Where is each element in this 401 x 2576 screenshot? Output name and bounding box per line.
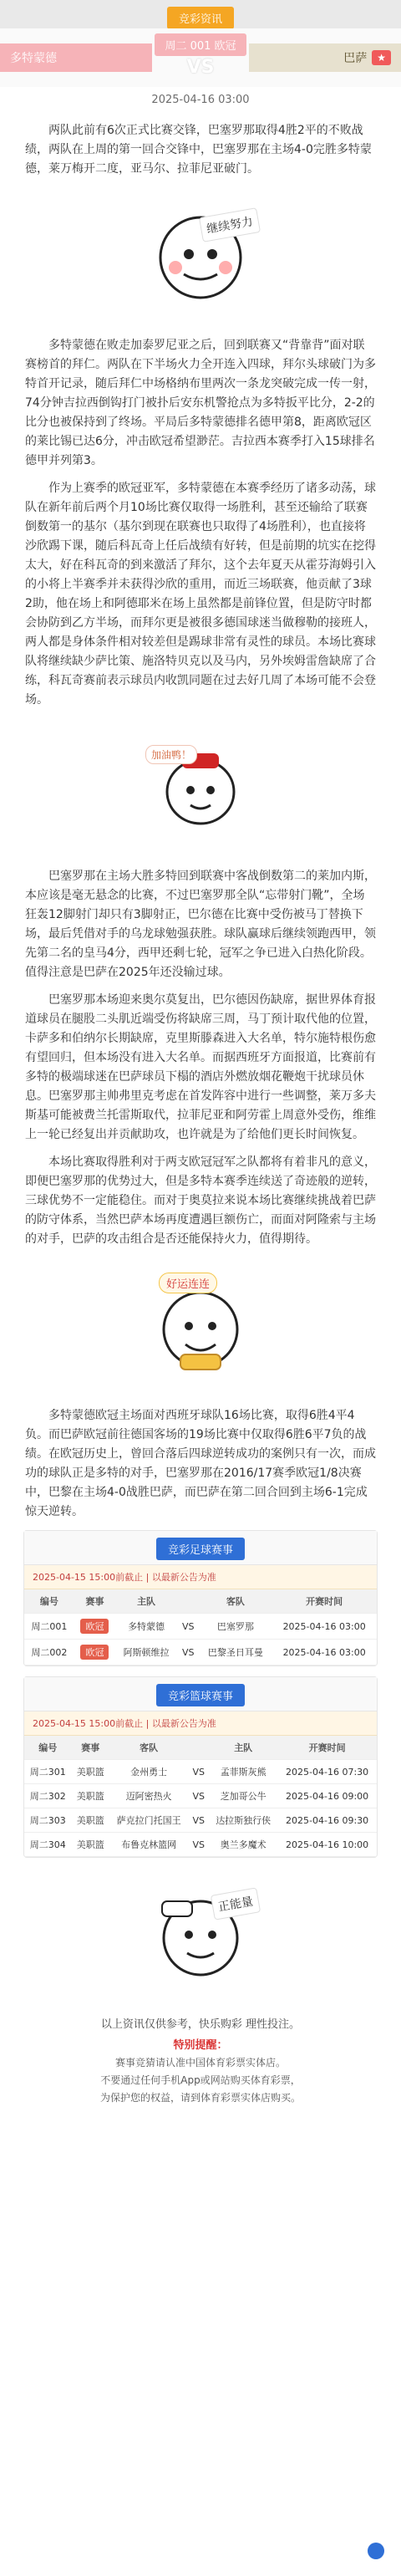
cell-league <box>74 1614 115 1640</box>
right-team-label: 巴萨 <box>343 52 368 65</box>
sign-1: 继续努力 <box>199 207 261 242</box>
footer-line-3: 为保护您的权益，请到体育彩票实体店购买。 <box>99 2092 301 2104</box>
paragraph-3: 作为上赛季的欧冠亚军，多特蒙德在本赛季经历了诸多动荡，球队在新年前后两个月10场比赛仅取得一场胜利，甚至还输给了联赛倒数第一的基尔（基尔到现在联赛也只取得了4场胜利），也直接将沙欣踢下课，随后科瓦奇上任后战绩有好转，但是前期的坑实在挖得太大，好在科瓦奇的到来激活了拜尔，这个去年夏天从霍芬海姆引入的小将上半赛季并未获得沙欣的重用，而近三场联赛，他贡献了3球2助，他在场上和阿德耶米在场上虽然都是前锋位置，但是防守时都会协防到乙方半场，而拜尔更是被很多德国球迷当做穆勒的接班人，两人都是身体条件相对较差但是踢球非常有灵性的球员。本场比赛球队将继续缺少萨比策、施洛特贝克以及马内，另外埃姆雷詹缺席了合练，科瓦奇赛前表示球员内收凯同题在过去好几周了本场可能不会登场。 <box>25 482 376 706</box>
col-league: 赛事 <box>74 1589 115 1614</box>
basketball-table <box>24 1736 377 1857</box>
cell-vs: VS <box>188 1784 209 1808</box>
col-home: 主队 <box>209 1736 277 1760</box>
cell-time: 2025-04-16 10:00 <box>277 1833 377 1857</box>
cell-away: 布鲁克林篮网 <box>109 1833 188 1857</box>
basketball-header-row <box>24 1736 377 1760</box>
league-tag: 欧冠 <box>80 1645 109 1660</box>
col-away: 客队 <box>109 1736 188 1760</box>
football-header-row <box>24 1589 377 1614</box>
basketball-title: 竞彩篮球赛事 <box>156 1684 245 1706</box>
football-table <box>24 1589 377 1665</box>
cell-vs: VS <box>177 1640 199 1665</box>
col-time: 开赛时间 <box>277 1736 377 1760</box>
cell-vs: VS <box>188 1808 209 1833</box>
cell-id: 周二301 <box>24 1760 72 1784</box>
cell-home: 芝加哥公牛 <box>209 1784 277 1808</box>
table-row[interactable] <box>24 1808 377 1833</box>
cell-time: 2025-04-16 03:00 <box>272 1614 377 1640</box>
paragraph-6: 本场比赛取得胜利对于两支欧冠冠军之队都将有着非凡的意义，即便巴塞罗那的优势过大，但是多特本赛季连续送了奇迹般的逆转，三球优势不一定能稳住。而对于奥莫拉来说本场比赛继续挑战着巴萨的防守体系，当然巴萨本场再度遭遇巨额伤亡，而面对阿隆索与主场的对手，巴萨的攻击组合是否还能保持火力，值得期待。 <box>25 1155 376 1246</box>
col-time: 开赛时间 <box>272 1589 377 1614</box>
cell-id: 周二304 <box>24 1833 72 1857</box>
col-vs <box>177 1589 199 1614</box>
paragraph-5: 巴塞罗那本场迎来奥尔莫复出，巴尔德因伤缺席，据世界体育报道球员在腿股二头肌近端受伤将缺席三周，马丁预计取代他的位置，卡萨多和伯纳尔长期缺席，克里斯滕森进入大名单，特尔施特根伤愈有望回归，但本场没有进入大名单。而据西班牙方面报道，比赛前有多特的极端球迷在巴萨球员下榻的酒店外燃放烟花鞭炮干扰球员休息。巴塞罗那主帅弗里克考虑在首发阵容中进行一些调整，莱万多夫斯基可能被费兰托雷斯取代，拉菲尼亚和阿劳霍上周意外受伤，维维上一轮已经复出并贡献助攻，也许就是为了给他们更长时间恢复。 <box>25 993 376 1141</box>
energy-label: 正能量 <box>211 1887 261 1920</box>
cell-vs: VS <box>177 1614 199 1640</box>
cell-away: 迈阿密热火 <box>109 1784 188 1808</box>
illustration-4 <box>0 1870 401 2003</box>
footer-line-2: 不要通过任何手机App或网站购买体育彩票， <box>100 2074 301 2086</box>
football-notice: 2025-04-15 15:00前截止 | 以最新公告为准 <box>24 1565 377 1589</box>
match-title: 周二 001 欧冠 <box>155 33 246 56</box>
cell-vs: VS <box>188 1760 209 1784</box>
cell-home: 多特蒙德 <box>115 1614 177 1640</box>
footer-message: 以上资讯仅供参考，快乐购彩 理性投注。 <box>100 2018 301 2031</box>
table-row[interactable] <box>24 1784 377 1808</box>
mascot-3 <box>150 1278 251 1378</box>
footer-line-1: 赛事竞猜请认准中国体育彩票实体店。 <box>114 2057 286 2068</box>
cell-time: 2025-04-16 09:30 <box>277 1808 377 1833</box>
cell-id: 周二302 <box>24 1784 72 1808</box>
football-icon <box>368 2543 384 2559</box>
cell-id: 周二001 <box>24 1614 74 1640</box>
col-home: 主队 <box>115 1589 177 1614</box>
cell-away: 金州勇士 <box>109 1760 188 1784</box>
cell-away: 巴塞罗那 <box>199 1614 272 1640</box>
sign-3: 好运连连 <box>159 1273 217 1293</box>
vs-label: VS <box>186 57 215 78</box>
cell-league: 美职篮 <box>72 1760 109 1784</box>
illustration-1 <box>25 191 376 324</box>
illustration-3 <box>25 1261 376 1395</box>
section-title: 竞彩资讯 <box>167 7 234 29</box>
match-header <box>0 28 401 87</box>
col-id: 编号 <box>24 1736 72 1760</box>
team-badge: ★ <box>372 50 391 65</box>
cell-id: 周二303 <box>24 1808 72 1833</box>
cell-home: 孟菲斯灰熊 <box>209 1760 277 1784</box>
top-bar <box>0 0 401 28</box>
paragraph-7: 多特蒙德欧冠主场面对西班牙球队16场比赛，取得6胜4平4负。而巴萨欧冠前往德国客场的19场比赛中仅取得6胜6平7负的战绩。在欧冠历史上，曾回合落后四球逆转成功的案例只有一次，而成功的球队正是多特的对手，巴塞罗那在2016/17赛季欧冠1/8决赛中，巴黎在主场4-0战胜巴萨，而巴萨在第二回合回到主场6-1完成惊天逆转。 <box>25 1409 376 1518</box>
paragraph-4: 巴塞罗那在主场大胜多特回到联赛中客战倒数第二的莱加内斯，本应该是毫无悬念的比赛，不过巴塞罗那全队“忘带射门靴”，全场狂轰12脚射门却只有3脚射正，巴尔德在比赛中受伤被马丁替换下场，最后凭借对手的乌龙球勉强获胜。球队赢球后继续领跑西甲，领先第二名的皇马4分，西甲还剩七轮，冠军之争已进入白热化阶段。值得注意是巴萨在2025年还没输过球。 <box>25 870 376 979</box>
mascot-1 <box>150 207 255 308</box>
cell-away: 萨克拉门托国王 <box>109 1808 188 1833</box>
basketball-panel <box>23 1676 378 1858</box>
paragraph-2: 多特蒙德在败走加泰罗尼亚之后，回到联赛又“背靠背”面对联赛榜首的拜仁。两队在下半场火力全开连入四球，拜尔头球破门为多特首开记录，随后拜仁中场格纳布里两次一条龙突破完成一传一射，74分钟吉拉西倒钩打门被扑后安东机警抢点为多特扳平比分，2-2的比分也被保持到了终场。平局后多特蒙德排名德甲第8，距离欧冠区的莱比锡已达6分，冲击欧冠希望渺茫。吉拉西本赛季打入15球排名德甲并列第3。 <box>25 339 376 467</box>
col-vs <box>188 1736 209 1760</box>
article <box>0 106 401 1522</box>
match-center <box>117 28 284 87</box>
table-row[interactable] <box>24 1640 377 1665</box>
illustration-2 <box>25 722 376 855</box>
football-title: 竞彩足球赛事 <box>156 1538 245 1560</box>
mascot-2 <box>150 738 251 839</box>
match-date: 2025-04-16 03:00 <box>151 94 250 106</box>
league-tag: 欧冠 <box>80 1619 109 1634</box>
basketball-panel-header <box>24 1677 377 1711</box>
table-row[interactable] <box>24 1833 377 1857</box>
table-row[interactable] <box>24 1760 377 1784</box>
basketball-notice: 2025-04-15 15:00前截止 | 以最新公告为准 <box>24 1711 377 1736</box>
cell-league: 美职篮 <box>72 1784 109 1808</box>
cell-home: 阿斯顿维拉 <box>115 1640 177 1665</box>
col-away: 客队 <box>199 1589 272 1614</box>
cell-away: 巴黎圣日耳曼 <box>199 1640 272 1665</box>
sign-2: 加油鸭！ <box>145 745 197 764</box>
col-id: 编号 <box>24 1589 74 1614</box>
football-panel-header <box>24 1531 377 1565</box>
cell-time: 2025-04-16 09:00 <box>277 1784 377 1808</box>
col-league: 赛事 <box>72 1736 109 1760</box>
cell-id: 周二002 <box>24 1640 74 1665</box>
cell-home: 奥兰多魔术 <box>209 1833 277 1857</box>
cell-time: 2025-04-16 03:00 <box>272 1640 377 1665</box>
cell-home: 达拉斯独行侠 <box>209 1808 277 1833</box>
left-team: 多特蒙德 <box>0 43 152 72</box>
table-row[interactable] <box>24 1614 377 1640</box>
paragraph-1: 两队此前有6次正式比赛交锋，巴塞罗那取得4胜2平的不败战绩，两队在上周的第一回合交锋中，巴塞罗那在主场4-0完胜多特蒙德，莱万梅开二度，亚马尔、拉菲尼亚破门。 <box>25 124 372 176</box>
footer-title: 特别提醒： <box>173 2039 228 2052</box>
cell-league: 美职篮 <box>72 1808 109 1833</box>
cell-vs: VS <box>188 1833 209 1857</box>
cell-league <box>74 1640 115 1665</box>
cell-time: 2025-04-16 07:30 <box>277 1760 377 1784</box>
mascot-4 <box>150 1886 255 1987</box>
football-panel <box>23 1530 378 1666</box>
cell-league: 美职篮 <box>72 1833 109 1857</box>
